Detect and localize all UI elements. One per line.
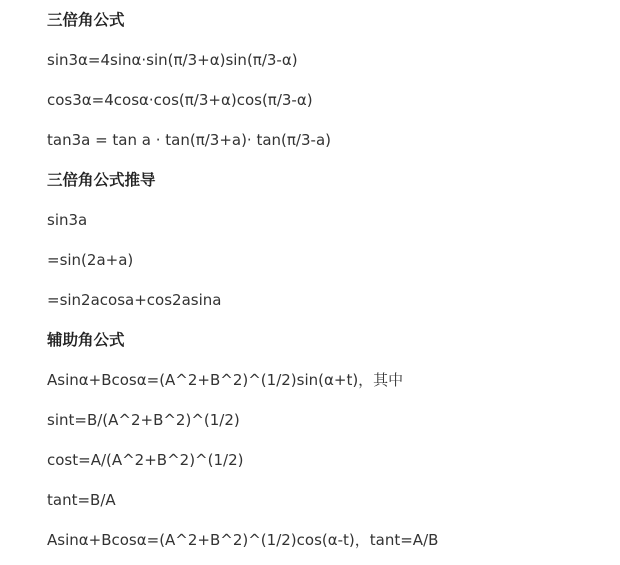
heading-auxiliary-angle: 辅助角公式 bbox=[47, 331, 125, 349]
formula-sint: sint=B/(A^2+B^2)^(1/2) bbox=[47, 411, 240, 429]
formula-cost: cost=A/(A^2+B^2)^(1/2) bbox=[47, 451, 244, 469]
formula-tant: tant=B/A bbox=[47, 491, 116, 509]
formula-sin3: sin3α=4sinα·sin(π/3+α)sin(π/3-α) bbox=[47, 51, 298, 69]
heading-triple-angle-derivation: 三倍角公式推导 bbox=[47, 171, 156, 189]
formula-auxiliary-cos: Asinα+Bcosα=(A^2+B^2)^(1/2)cos(α-t)，tant=A/B bbox=[47, 531, 439, 549]
formula-cos3: cos3α=4cosα·cos(π/3+α)cos(π/3-α) bbox=[47, 91, 313, 109]
heading-triple-angle: 三倍角公式 bbox=[47, 11, 125, 29]
formula-tan3: tan3a = tan a · tan(π/3+a)· tan(π/3-a) bbox=[47, 131, 331, 149]
derivation-step-1: sin3a bbox=[47, 211, 88, 229]
derivation-step-2: =sin(2a+a) bbox=[47, 251, 134, 269]
formula-auxiliary-sin: Asinα+Bcosα=(A^2+B^2)^(1/2)sin(α+t)，其中 bbox=[47, 371, 404, 389]
derivation-step-3: =sin2acosa+cos2asina bbox=[47, 291, 222, 309]
